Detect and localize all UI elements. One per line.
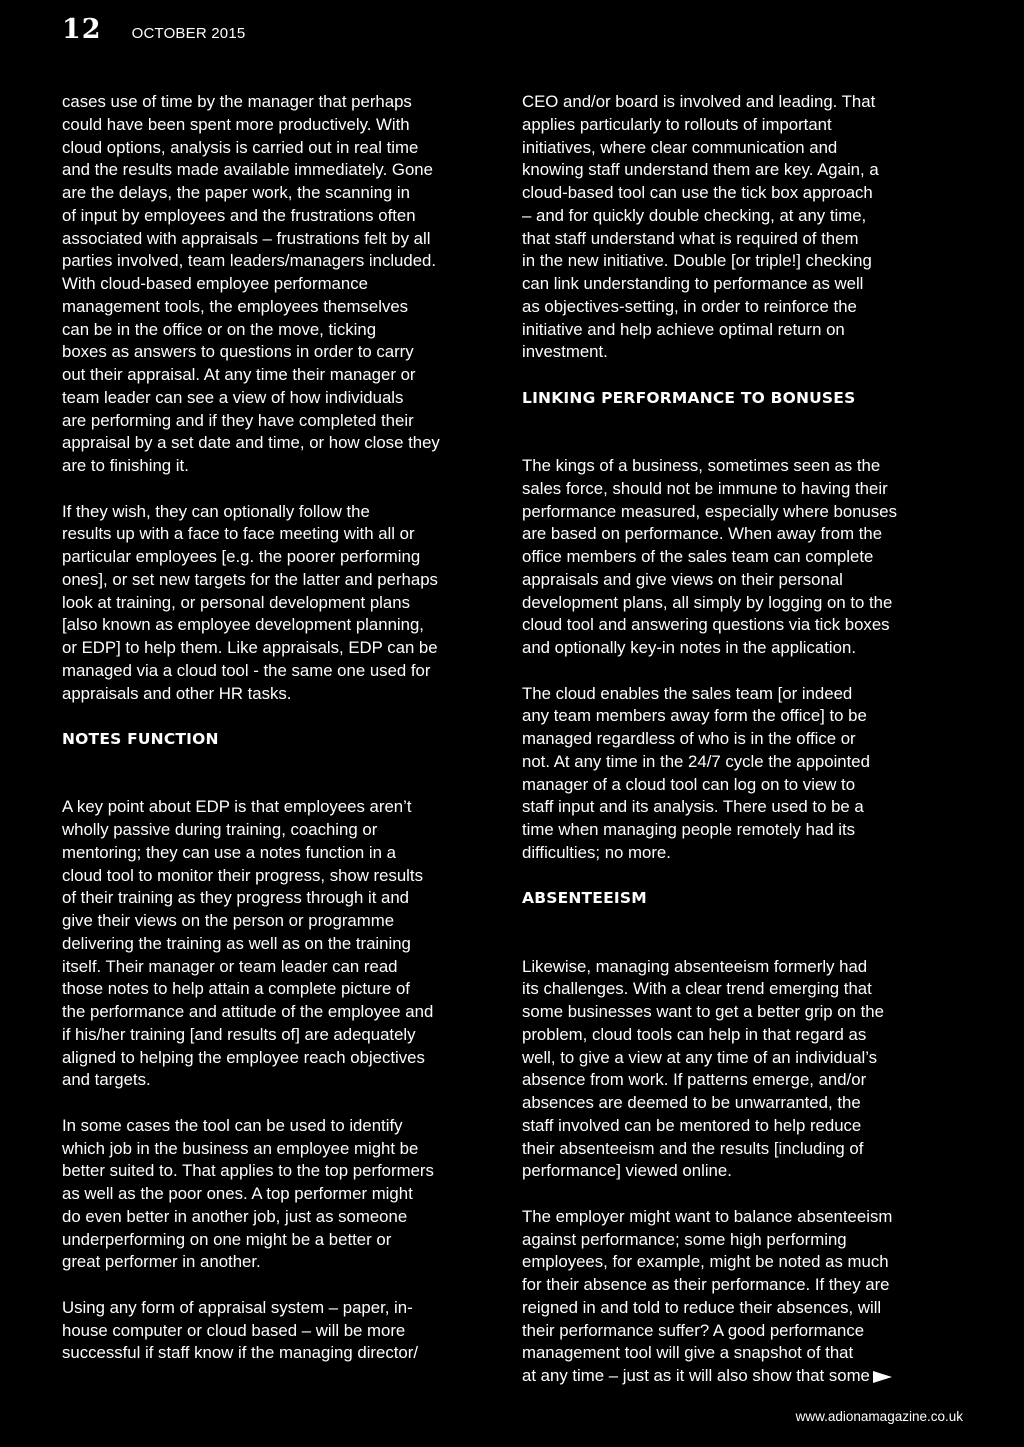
text-line: The cloud enables the sales team [or indeed — [522, 683, 853, 703]
text-line: their performance suffer? A good performance — [522, 1320, 865, 1340]
section-heading: ABSENTEEISM — [522, 889, 647, 908]
text-line: cases use of time by the manager that perhaps — [62, 92, 412, 111]
text-line: performance] viewed online. — [522, 1161, 732, 1181]
text-line: performance measured, especially where bonuses — [522, 501, 897, 521]
text-line: staff input and its analysis. There used to be a — [522, 797, 864, 817]
text-line: in the new initiative. Double [or triple!] checking — [522, 251, 872, 271]
text-line: give their views on the person or programme — [62, 911, 395, 930]
text-line: look at training, or personal development plans — [62, 592, 410, 612]
page-header — [62, 14, 245, 45]
text-line: initiatives, where clear communication and — [522, 137, 838, 157]
paragraph-gap — [522, 1183, 962, 1206]
text-line: out their appraisal. At any time their manager or — [62, 365, 416, 384]
text-line: do even better in another job, just as someone — [62, 1206, 408, 1226]
text-line: are the delays, the paper work, the scanning in — [62, 183, 410, 202]
text-line: are to finishing it. — [62, 456, 189, 475]
text-line: cloud tool to monitor their progress, show results — [62, 865, 423, 885]
body-paragraph — [522, 91, 962, 364]
paragraph-gap — [62, 1274, 502, 1297]
paragraph-gap — [522, 910, 962, 933]
body-paragraph — [62, 1115, 502, 1274]
text-line: not. At any time in the 24/7 cycle the appointed — [522, 751, 870, 771]
body-paragraph — [62, 1297, 502, 1365]
text-line: its challenges. With a clear trend emerging that — [522, 979, 872, 999]
text-line: applies particularly to rollouts of important — [522, 114, 832, 134]
text-line: great performer in another. — [62, 1252, 261, 1272]
text-line: particular employees [e.g. the poorer performing — [62, 547, 421, 566]
text-line: itself. Their manager or team leader can read — [62, 956, 398, 976]
text-line: and the results made available immediately. Gone — [62, 160, 433, 180]
section-heading: NOTES FUNCTION — [62, 730, 219, 748]
text-line: results up with a face to face meeting with all or — [62, 524, 415, 544]
text-line: management tools, the employees themselves — [62, 296, 409, 316]
text-line: aligned to helping the employee reach objectives — [62, 1047, 425, 1067]
text-line: delivering the training as well as on the training — [62, 933, 411, 953]
paragraph-gap — [62, 1092, 502, 1115]
text-line: their absenteeism and the results [including of — [522, 1138, 864, 1158]
text-line: staff involved can be mentored to help reduce — [522, 1115, 862, 1135]
text-line: A key point about EDP is that employees aren’t — [62, 797, 412, 817]
issue-date: OCTOBER 2015 — [131, 25, 246, 42]
text-line: parties involved, team leaders/managers included. — [62, 251, 437, 271]
text-line: cloud options, analysis is carried out in real time — [62, 137, 419, 157]
text-line: managed regardless of who is in the office or — [522, 729, 856, 748]
text-line: management tool will give a snapshot of that — [522, 1343, 854, 1363]
right-arrow-icon — [873, 1371, 892, 1383]
paragraph-gap — [522, 933, 962, 956]
body-paragraph — [62, 91, 502, 478]
text-line: In some cases the tool can be used to identify — [62, 1115, 403, 1135]
text-line: any team members away form the office] to be — [522, 706, 867, 726]
text-line: which job in the business an employee might be — [62, 1138, 419, 1158]
text-line: time when managing people remotely had its — [522, 820, 856, 839]
text-line: associated with appraisals – frustrations felt by all — [62, 228, 431, 248]
page-number: 12 — [62, 14, 102, 45]
text-line: successful if staff know if the managing director/ — [62, 1343, 418, 1363]
text-line: that staff understand what is required of them — [522, 228, 859, 248]
text-line: of input by employees and the frustrations often — [62, 205, 416, 225]
text-line: boxes as answers to questions in order to carry — [62, 342, 414, 362]
text-line: appraisals and give views on their personal — [522, 569, 843, 589]
text-line: office members of the sales team can complete — [522, 547, 874, 566]
section-heading: LINKING PERFORMANCE TO BONUSES — [522, 388, 856, 407]
text-line: difficulties; no more. — [522, 842, 671, 862]
text-line: as objectives-setting, in order to reinforce the — [522, 296, 857, 316]
text-line: underperforming on one might be a better or — [62, 1229, 392, 1249]
text-line: employees, for example, might be noted as much — [522, 1252, 889, 1272]
text-line: those notes to help attain a complete picture of — [62, 979, 410, 999]
text-line: the performance and attitude of the employee and — [62, 1002, 434, 1021]
text-line: managed via a cloud tool - the same one used for — [62, 660, 431, 680]
paragraph-gap — [522, 660, 962, 683]
text-line: [also known as employee development planning, — [62, 615, 424, 635]
text-line: mentoring; they can use a notes function in a — [62, 842, 396, 862]
text-line: house computer or cloud based – will be more — [62, 1320, 406, 1340]
text-line: as well as the poor ones. A top performer might — [62, 1184, 413, 1203]
text-line: are performing and if they have completed their — [62, 410, 414, 430]
left-column — [62, 91, 502, 1365]
text-line: cloud tool and answering questions via tick boxes — [522, 615, 890, 635]
text-line: CEO and/or board is involved and leading. That — [522, 92, 876, 111]
text-line: against performance; some high performing — [522, 1229, 847, 1249]
text-line: initiative and help achieve optimal return on — [522, 319, 845, 339]
text-line: Likewise, managing absenteeism formerly had — [522, 956, 868, 976]
text-line: for their absence as their performance. If they are — [522, 1275, 890, 1294]
paragraph-gap — [62, 705, 502, 728]
text-line: better suited to. That applies to the top performers — [62, 1161, 434, 1181]
text-line: development plans, all simply by logging on to the — [522, 592, 893, 612]
right-column — [522, 91, 962, 1388]
text-line: sales force, should not be immune to having their — [522, 478, 888, 498]
text-line: absences are deemed to be unwarranted, the — [522, 1093, 861, 1112]
text-line: are based on performance. When away from the — [522, 524, 883, 544]
paragraph-gap — [522, 364, 962, 387]
body-paragraph — [522, 1206, 962, 1388]
text-line: cloud-based tool can use the tick box approach — [522, 183, 873, 202]
body-paragraph — [62, 501, 502, 706]
paragraph-gap — [522, 410, 962, 433]
text-line: problem, cloud tools can help in that regard as — [522, 1024, 867, 1044]
text-line: and targets. — [62, 1070, 151, 1090]
paragraph-gap — [62, 751, 502, 774]
body-paragraph — [522, 455, 962, 660]
text-line: of their training as they progress through it and — [62, 888, 410, 908]
text-line: Using any form of appraisal system – paper, in- — [62, 1297, 413, 1317]
text-line: could have been spent more productively. With — [62, 114, 410, 134]
text-line: appraisals and other HR tasks. — [62, 683, 292, 703]
paragraph-gap — [522, 432, 962, 455]
text-line: reigned in and told to reduce their absences, will — [522, 1297, 882, 1317]
text-line: and optionally key-in notes in the application. — [522, 638, 856, 657]
text-line: If they wish, they can optionally follow the — [62, 501, 370, 521]
paragraph-gap — [62, 478, 502, 501]
text-line: team leader can see a view of how individuals — [62, 387, 404, 407]
text-line: or EDP] to help them. Like appraisals, EDP can be — [62, 638, 438, 657]
text-line: The employer might want to balance absenteeism — [522, 1206, 893, 1226]
paragraph-gap — [62, 774, 502, 797]
text-line: appraisal by a set date and time, or how close they — [62, 433, 440, 453]
text-line: absence from work. If patterns emerge, and/or — [522, 1070, 867, 1090]
footer-website: www.adionamagazine.co.uk — [795, 1409, 963, 1424]
text-line: knowing staff understand them are key. Again, a — [522, 160, 879, 180]
text-line: can be in the office or on the move, ticking — [62, 319, 377, 339]
text-line: manager of a cloud tool can log on to view to — [522, 774, 856, 794]
text-line: can link understanding to performance as well — [522, 274, 864, 293]
body-paragraph — [522, 956, 962, 1184]
text-line: well, to give a view at any time of an individual’s — [522, 1047, 878, 1067]
text-line: ones], or set new targets for the latter and perhaps — [62, 569, 438, 589]
text-line: With cloud-based employee performance — [62, 274, 368, 293]
text-line: some businesses want to get a better grip on the — [522, 1002, 884, 1021]
text-line: investment. — [522, 342, 608, 362]
text-line: The kings of a business, sometimes seen as the — [522, 456, 881, 475]
body-paragraph — [62, 796, 502, 1092]
text-line: – and for quickly double checking, at any time, — [522, 205, 867, 225]
text-line: wholly passive during training, coaching or — [62, 820, 378, 839]
text-line: at any time – just as it will also show that some — [522, 1366, 870, 1385]
text-line: if his/her training [and results of] are adequately — [62, 1024, 416, 1044]
paragraph-gap — [522, 865, 962, 888]
body-paragraph — [522, 683, 962, 865]
